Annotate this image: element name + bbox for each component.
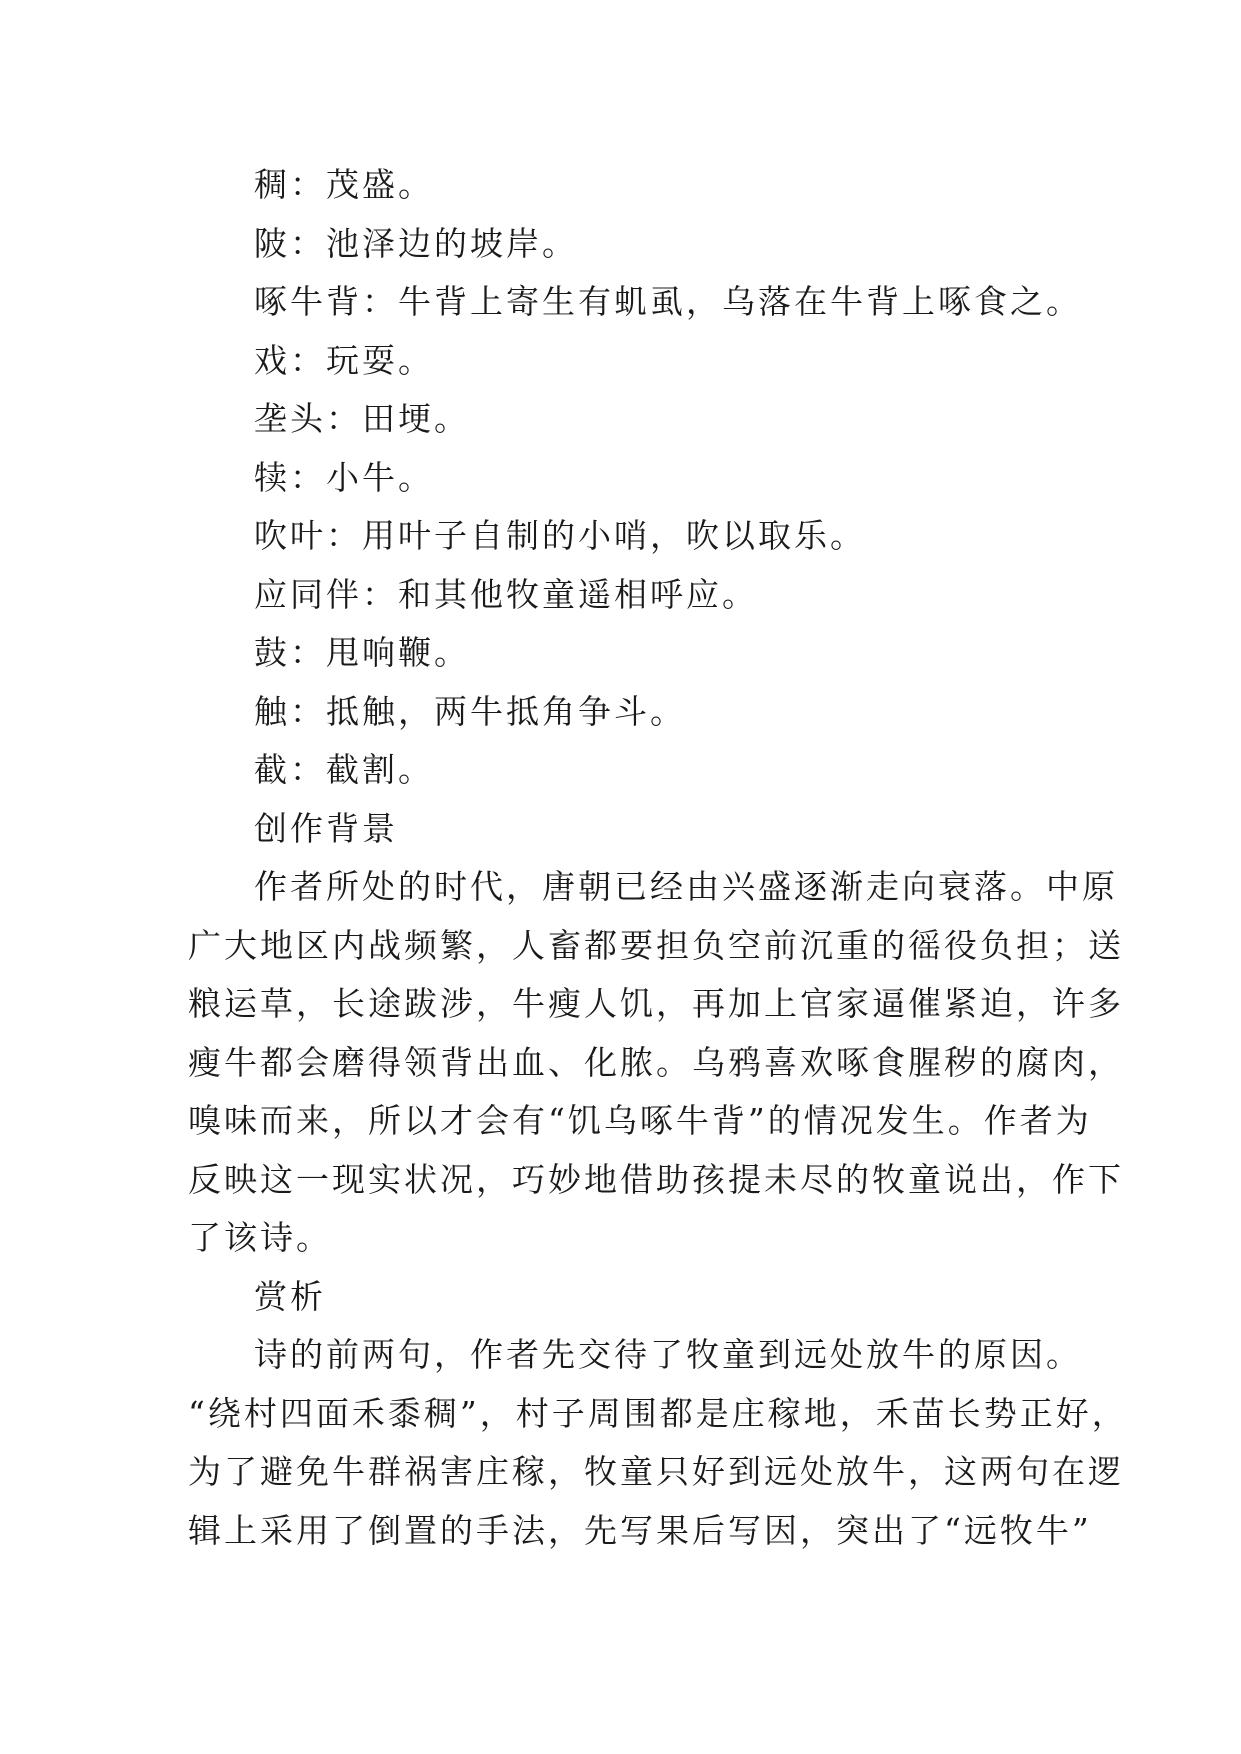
paragraph-line: 瘦牛都会磨得领背出血、化脓。乌鸦喜欢啄食腥秽的腐肉， [188,1042,1124,1082]
gloss-line: 鼓：甩响鞭。 [254,633,470,672]
gloss-line: 垄头：田埂。 [254,399,470,438]
gloss-line: 触：抵触，两牛抵角争斗。 [254,691,686,731]
paragraph-line: 辑上采用了倒置的手法，先写果后写因，突出了“远牧牛” [188,1510,1092,1550]
paragraph-line: 了该诗。 [188,1218,332,1257]
paragraph-line: 为了避免牛群祸害庄稼，牧童只好到远处放牛，这两句在逻 [188,1452,1124,1491]
appreciation-paragraph [188,1326,1128,1560]
paragraph-line: 作者所处的时代，唐朝已经由兴盛逐渐走向衰落。中原 [254,867,1118,906]
gloss-line: 陂：池泽边的坡岸。 [254,223,578,263]
paragraph-line: “绕村四面禾黍稠”，村子周围都是庄稼地，禾苗长势正好， [188,1393,1128,1433]
gloss-line: 戏：玩耍。 [254,340,434,380]
paragraph-line: 反映这一现实状况，巧妙地借助孩提未尽的牧童说出，作下 [188,1159,1124,1199]
document-body [188,156,1128,1560]
gloss-line: 犊：小牛。 [254,457,434,497]
section-heading-background: 创作背景 [254,808,398,848]
background-paragraph [188,858,1124,1268]
gloss-line: 吹叶：用叶子自制的小哨，吹以取乐。 [254,516,866,555]
gloss-line: 应同伴：和其他牧童遥相呼应。 [254,574,758,614]
gloss-line: 截：截割。 [254,750,434,789]
paragraph-line: 粮运草，长途跋涉，牛瘦人饥，再加上官家逼催紧迫，许多 [188,984,1124,1023]
paragraph-line: 广大地区内战频繁，人畜都要担负空前沉重的徭役负担；送 [188,925,1124,965]
paragraph-line: 嗅味而来，所以才会有“饥乌啄牛背”的情况发生。作者为 [188,1101,1092,1140]
gloss-line: 啄牛背：牛背上寄生有虮虱，乌落在牛背上啄食之。 [254,282,1082,321]
section-heading-appreciation: 赏析 [254,1276,326,1316]
paragraph-line: 诗的前两句，作者先交待了牧童到远处放牛的原因。 [254,1335,1082,1374]
gloss-line: 稠：茂盛。 [254,165,434,204]
